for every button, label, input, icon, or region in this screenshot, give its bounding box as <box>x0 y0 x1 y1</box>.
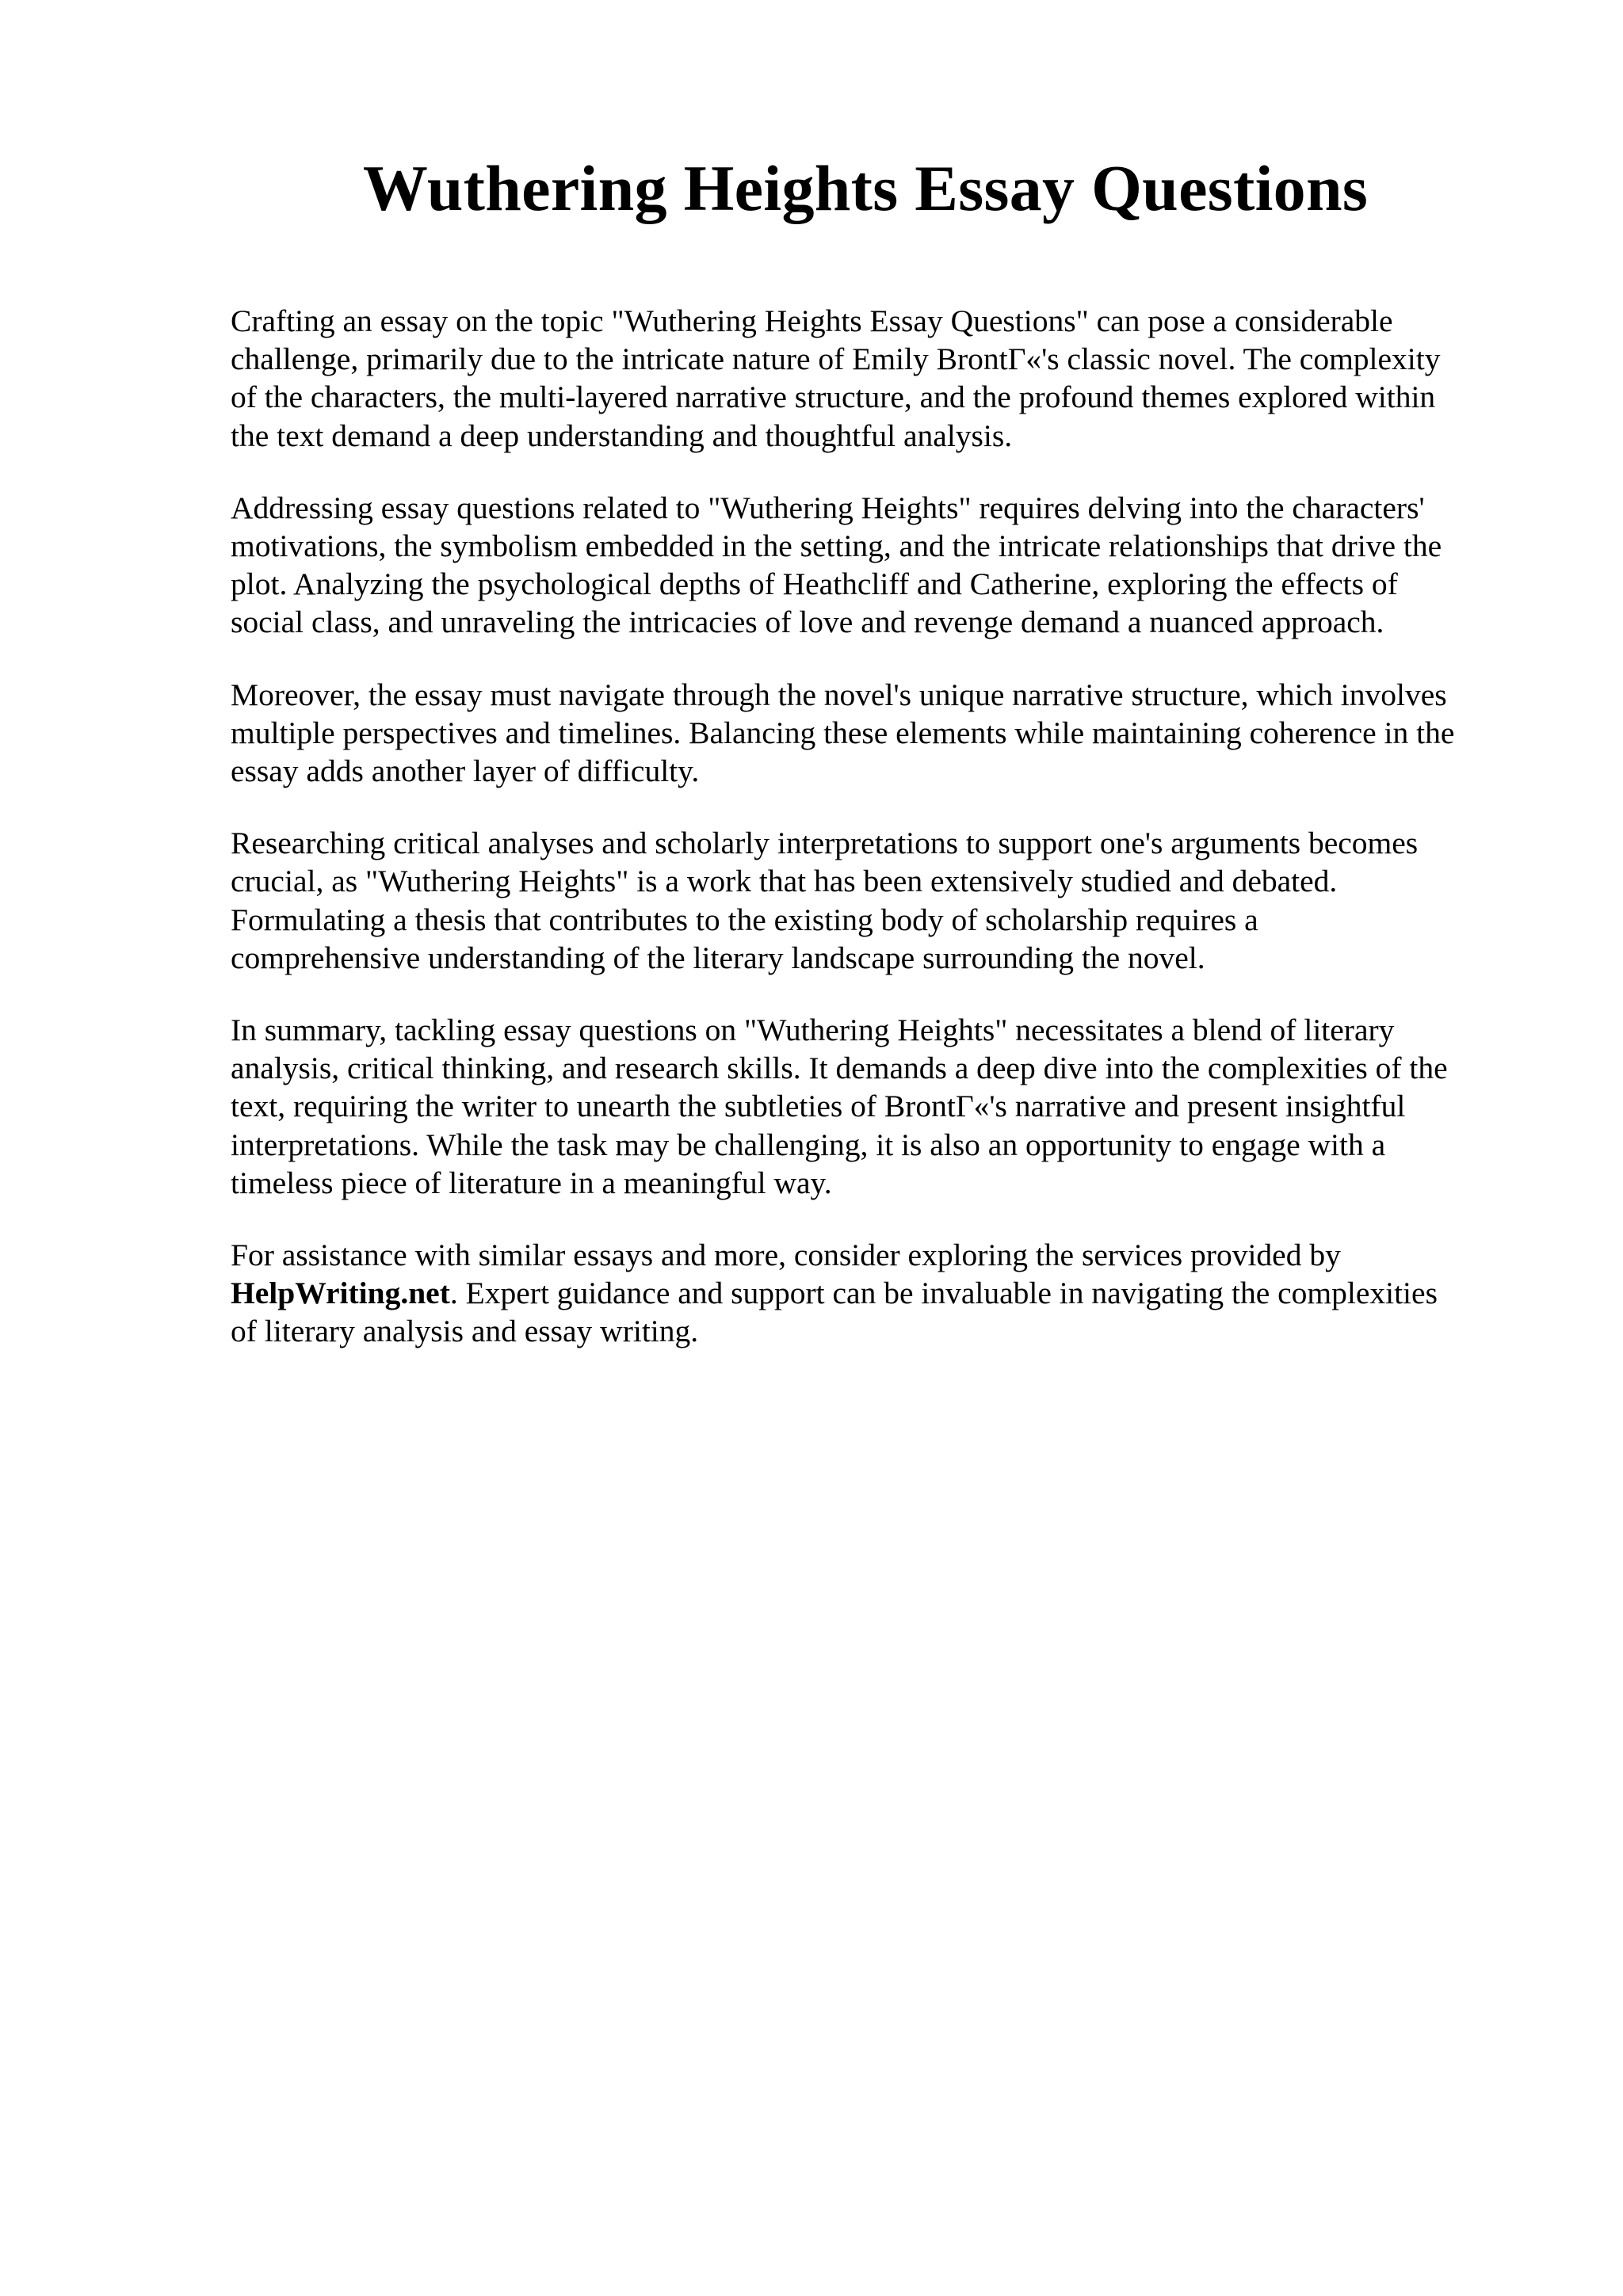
document-title: Wuthering Heights Essay Questions <box>362 152 1369 224</box>
paragraph-addressing <box>231 489 1530 642</box>
text-line: In summary, tackling essay questions on "Wuthering Heights" necessitates a blend of literary <box>231 1013 1395 1048</box>
text-line-with-brand <box>231 1274 1530 1312</box>
text-line: motivations, the symbolism embedded in the setting, and the intricate relationships that drive the <box>231 528 1442 564</box>
text-line: plot. Analyzing the psychological depths of Heathcliff and Catherine, exploring the effects of <box>231 566 1398 602</box>
text-line: multiple perspectives and timelines. Balancing these elements while maintaining coherence in the <box>231 715 1455 750</box>
text-line: essay adds another layer of difficulty. <box>231 753 700 789</box>
text-line: For assistance with similar essays and more, consider exploring the services provided by <box>231 1238 1341 1273</box>
paragraph-moreover <box>231 676 1530 791</box>
text-line: analysis, critical thinking, and research skills. It demands a deep dive into the complexities of the <box>231 1051 1448 1086</box>
text-line: interpretations. While the task may be challenging, it is also an opportunity to engage with a <box>231 1127 1386 1162</box>
text-line: comprehensive understanding of the literary landscape surrounding the novel. <box>231 940 1205 975</box>
text-line: Moreover, the essay must navigate through the novel's unique narrative structure, which involves <box>231 677 1447 712</box>
text-line: Formulating a thesis that contributes to the existing body of scholarship requires a <box>231 902 1258 937</box>
text-line: crucial, as "Wuthering Heights" is a work that has been extensively studied and debated. <box>231 864 1338 899</box>
text-line: social class, and unraveling the intricacies of love and revenge demand a nuanced approach. <box>231 605 1384 640</box>
text-line: the text demand a deep understanding and thoughtful analysis. <box>231 418 1013 453</box>
text-line: challenge, primarily due to the intricate nature of Emily BrontΓ«'s classic novel. The complexity <box>231 341 1441 377</box>
document-body <box>231 302 1530 1385</box>
text-line: timeless piece of literature in a meaningful way. <box>231 1165 832 1200</box>
paragraph-intro <box>231 302 1530 455</box>
paragraph-closing <box>231 1236 1530 1351</box>
text-line: of the characters, the multi-layered narrative structure, and the profound themes explored within <box>231 379 1436 415</box>
brand-name: HelpWriting.net <box>231 1276 450 1311</box>
text-line: Researching critical analyses and scholarly interpretations to support one's arguments becomes <box>231 826 1419 861</box>
text-line: Addressing essay questions related to "Wuthering Heights" requires delving into the characters' <box>231 490 1425 525</box>
text-fragment: . Expert guidance and support can be invaluable in navigating the complexities <box>449 1276 1438 1311</box>
paragraph-summary <box>231 1011 1530 1202</box>
text-line: text, requiring the writer to unearth the subtleties of BrontΓ«'s narrative and present insightful <box>231 1089 1406 1124</box>
paragraph-researching <box>231 824 1530 977</box>
text-line: of literary analysis and essay writing. <box>231 1314 699 1349</box>
text-line: Crafting an essay on the topic "Wuthering Heights Essay Questions" can pose a considerable <box>231 303 1393 338</box>
